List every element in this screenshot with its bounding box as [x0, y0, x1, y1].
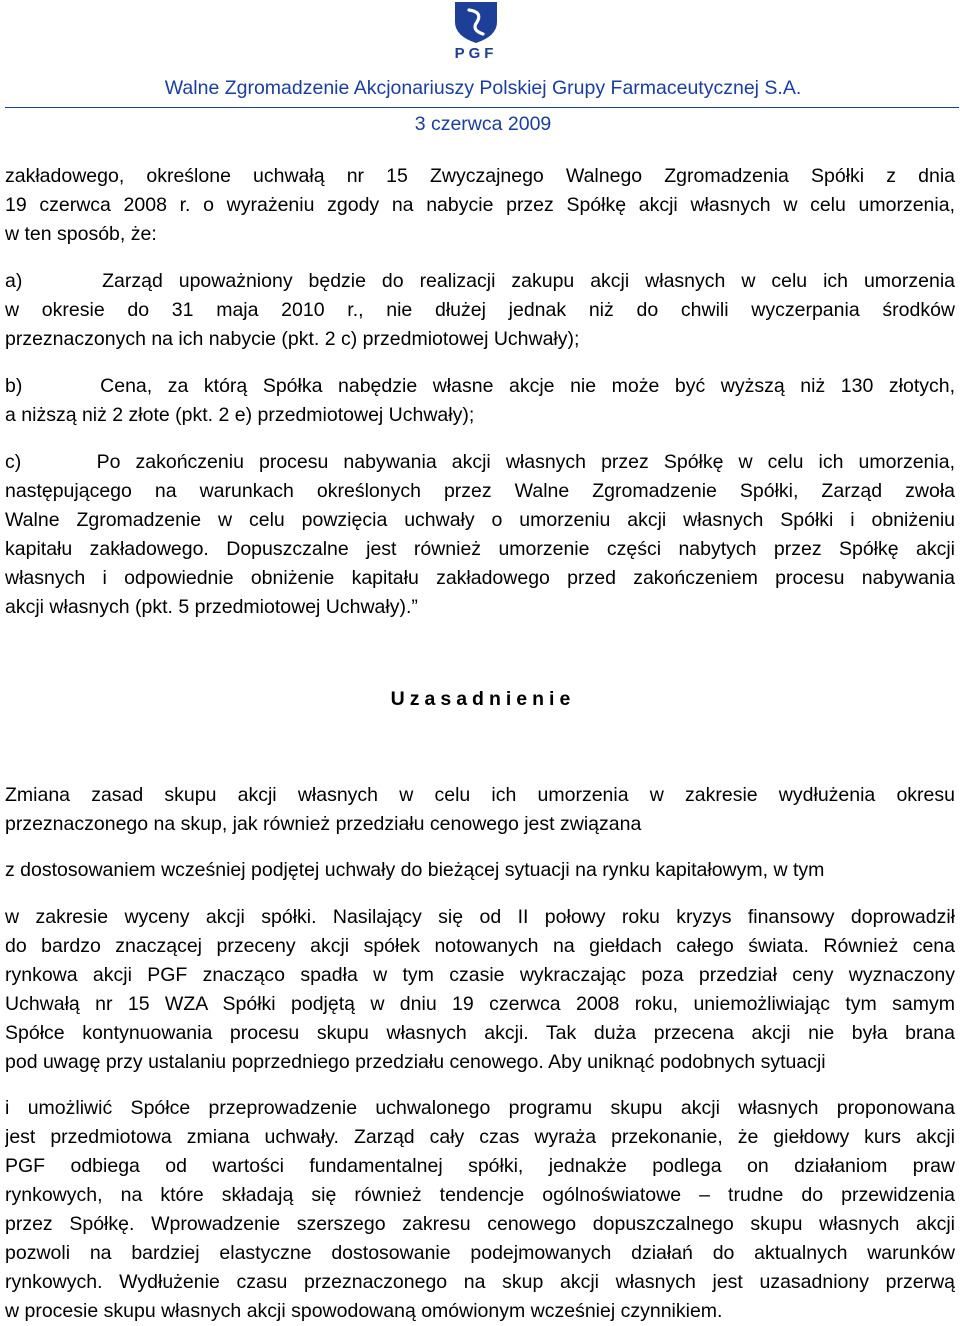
text-line: w ten sposób, że: — [5, 223, 157, 245]
document-page — [5, 0, 955, 1323]
text-line: Uchwałą nr 15 WZA Spółki podjętą w dniu 19 czerwca 2008 roku, uniemożliwiając tym samym — [5, 993, 955, 1015]
paragraph-point-a — [5, 267, 955, 354]
text-line: zakładowego, określone uchwałą nr 15 Zwyczajnego Walnego Zgromadzenia Spółki z dnia — [5, 165, 955, 187]
paragraph-justification-4 — [5, 1094, 955, 1326]
paragraph-justification-2 — [5, 856, 955, 885]
header-title: Walne Zgromadzenie Akcjonariuszy Polskiej Grupy Farmaceutycznej S.A. — [164, 77, 802, 99]
pgf-logo — [447, 0, 505, 66]
text-line: Spółce kontynuowania procesu skupu własnych akcji. Tak duża przecena akcji nie była brana — [5, 1022, 955, 1044]
text-line: przeznaczonego na skup, jak również przedziału cenowego jest związana — [5, 813, 642, 835]
text-line: a niższą niż 2 złote (pkt. 2 e) przedmiotowej Uchwały); — [5, 404, 475, 426]
text-line: i umożliwić Spółce przeprowadzenie uchwalonego programu skupu akcji własnych proponowana — [5, 1097, 955, 1119]
text-line: kapitału zakładowego. Dopuszczalne jest również umorzenie części nabytych przez Spółkę akcji — [5, 538, 955, 560]
paragraph-point-b — [5, 372, 955, 430]
text-line: rynkowych, na które składają się również tendencje ogólnoświatowe – trudne do przewidzenia — [5, 1184, 955, 1206]
text-line: z dostosowaniem wcześniej podjętej uchwały do bieżącej sytuacji na rynku kapitałowym, w tym — [5, 859, 825, 881]
text-line: w zakresie wyceny akcji spółki. Nasilający się od II połowy roku kryzys finansowy doprowadził — [5, 906, 955, 928]
shield-logo-icon — [447, 0, 505, 44]
paragraph-justification-1 — [5, 781, 955, 839]
text-line: przez Spółkę. Wprowadzenie szerszego zakresu cenowego dopuszczalnego skupu własnych akcji — [5, 1213, 955, 1235]
text-line: c) Po zakończeniu procesu nabywania akcji własnych przez Spółkę w celu ich umorzenia, — [5, 451, 955, 473]
text-line: pozwoli na bardziej elastyczne dostosowanie podejmowanych działań do aktualnych warunków — [5, 1242, 955, 1264]
header-divider — [5, 107, 959, 108]
paragraph-point-c — [5, 448, 955, 622]
text-line: rynkowych. Wydłużenie czasu przeznaczonego na skup akcji własnych jest uzasadniony przerwą — [5, 1271, 955, 1293]
text-line: jest przedmiotowa zmiana uchwały. Zarząd cały czas wyraża przekonanie, że giełdowy kurs akcji — [5, 1126, 955, 1148]
text-line: własnych i odpowiednie obniżenie kapitału zakładowego przed zakończeniem procesu nabywania — [5, 567, 955, 589]
text-line: akcji własnych (pkt. 5 przedmiotowej Uchwały).” — [5, 596, 418, 618]
text-line: PGF odbiega od wartości fundamentalnej spółki, jednakże podlega on działaniom praw — [5, 1155, 955, 1177]
text-line: 19 czerwca 2008 r. o wyrażeniu zgody na nabycie przez Spółkę akcji własnych w celu umorzenia, — [5, 194, 955, 216]
text-line: Zmiana zasad skupu akcji własnych w celu ich umorzenia w zakresie wydłużenia okresu — [5, 784, 955, 806]
text-line: Walne Zgromadzenie w celu powzięcia uchwały o umorzeniu akcji własnych Spółki i obniżeniu — [5, 509, 955, 531]
text-line: a) Zarząd upoważniony będzie do realizacji zakupu akcji własnych w celu ich umorzenia — [5, 270, 955, 292]
text-line: rynkowa akcji PGF znacząco spadła w tym czasie wykraczając poza przedział ceny wyznaczony — [5, 964, 955, 986]
header-date: 3 czerwca 2009 — [414, 113, 552, 135]
text-line: przeznaczonych na ich nabycie (pkt. 2 c) przedmiotowej Uchwały); — [5, 328, 580, 350]
text-line: w procesie skupu własnych akcji spowodowaną omówionym wcześniej czynnikiem. — [5, 1300, 723, 1322]
text-line: do bardzo znaczącej przeceny akcji spółek notowanych na giełdach całego świata. Również cena — [5, 935, 955, 957]
logo-text: PGF — [454, 45, 498, 62]
paragraph-intro — [5, 162, 955, 249]
text-line: pod uwagę przy ustalaniu poprzedniego przedziału cenowego. Aby uniknąć podobnych sytuacji — [5, 1051, 826, 1073]
text-line: b) Cena, za którą Spółka nabędzie własne akcje nie może być wyższą niż 130 złotych, — [5, 375, 955, 397]
text-line: w okresie do 31 maja 2010 r., nie dłużej jednak niż do chwili wyczerpania środków — [5, 299, 955, 321]
paragraph-justification-3 — [5, 903, 955, 1077]
text-line: następującego na warunkach określonych przez Walne Zgromadzenie Spółki, Zarząd zwoła — [5, 480, 955, 502]
section-heading: Uzasadnienie — [390, 688, 576, 710]
